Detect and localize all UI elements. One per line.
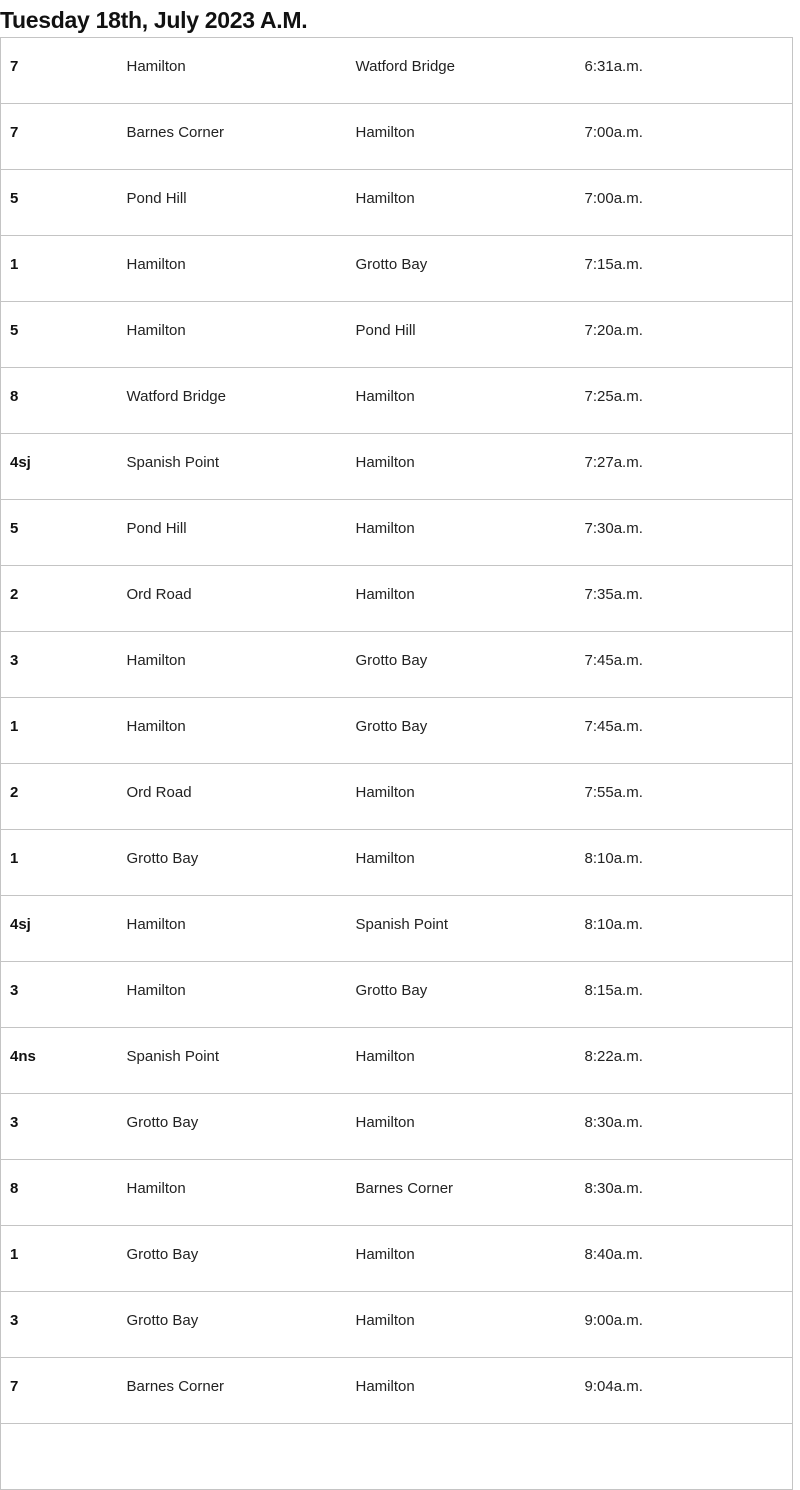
table-row: [1, 698, 793, 764]
route-number: 4sj: [1, 896, 118, 962]
route-number: 7: [1, 104, 118, 170]
departure-time: 7:00a.m.: [576, 104, 793, 170]
destination-stop: [347, 1424, 576, 1490]
table-row: [1, 104, 793, 170]
destination-stop: Hamilton: [347, 1226, 576, 1292]
origin-stop: Hamilton: [118, 302, 347, 368]
page-title: Tuesday 18th, July 2023 A.M.: [0, 7, 308, 33]
departure-time: 8:22a.m.: [576, 1028, 793, 1094]
origin-stop: Ord Road: [118, 764, 347, 830]
origin-stop: Hamilton: [118, 1160, 347, 1226]
table-row: [1, 896, 793, 962]
route-number: 8: [1, 1160, 118, 1226]
origin-stop: Ord Road: [118, 566, 347, 632]
route-number: 1: [1, 1226, 118, 1292]
departure-time: 7:00a.m.: [576, 170, 793, 236]
route-number: 5: [1, 170, 118, 236]
departure-time: 7:25a.m.: [576, 368, 793, 434]
destination-stop: Grotto Bay: [347, 698, 576, 764]
departure-time: 9:00a.m.: [576, 1292, 793, 1358]
departure-time: 7:20a.m.: [576, 302, 793, 368]
destination-stop: Hamilton: [347, 1028, 576, 1094]
destination-stop: Hamilton: [347, 1292, 576, 1358]
destination-stop: Hamilton: [347, 368, 576, 434]
table-row: [1, 1226, 793, 1292]
destination-stop: Pond Hill: [347, 302, 576, 368]
origin-stop: Grotto Bay: [118, 830, 347, 896]
origin-stop: Hamilton: [118, 962, 347, 1028]
departure-time: 9:04a.m.: [576, 1358, 793, 1424]
destination-stop: Hamilton: [347, 1358, 576, 1424]
destination-stop: Hamilton: [347, 104, 576, 170]
table-row: [1, 632, 793, 698]
departure-time: 7:30a.m.: [576, 500, 793, 566]
table-row: [1, 500, 793, 566]
origin-stop: Hamilton: [118, 38, 347, 104]
departure-time: 8:30a.m.: [576, 1094, 793, 1160]
route-number: 2: [1, 566, 118, 632]
origin-stop: Grotto Bay: [118, 1094, 347, 1160]
origin-stop: Pond Hill: [118, 170, 347, 236]
route-number: 2: [1, 764, 118, 830]
destination-stop: Grotto Bay: [347, 962, 576, 1028]
route-number: 5: [1, 500, 118, 566]
table-row: [1, 1358, 793, 1424]
destination-stop: Barnes Corner: [347, 1160, 576, 1226]
origin-stop: Hamilton: [118, 896, 347, 962]
route-number: 7: [1, 38, 118, 104]
destination-stop: Hamilton: [347, 1094, 576, 1160]
departure-time: 6:31a.m.: [576, 38, 793, 104]
departure-time: 8:10a.m.: [576, 830, 793, 896]
table-row: [1, 236, 793, 302]
table-row: [1, 566, 793, 632]
origin-stop: Hamilton: [118, 698, 347, 764]
table-row: [1, 962, 793, 1028]
departure-time: 7:15a.m.: [576, 236, 793, 302]
table-row: [1, 170, 793, 236]
destination-stop: Hamilton: [347, 764, 576, 830]
origin-stop: Barnes Corner: [118, 1358, 347, 1424]
route-number: 3: [1, 962, 118, 1028]
bus-schedule-table: [0, 37, 793, 1490]
destination-stop: Grotto Bay: [347, 632, 576, 698]
origin-stop: Watford Bridge: [118, 368, 347, 434]
route-number: 8: [1, 368, 118, 434]
route-number: 1: [1, 236, 118, 302]
route-number: 1: [1, 830, 118, 896]
table-row: [1, 830, 793, 896]
table-row: [1, 1424, 793, 1490]
destination-stop: Hamilton: [347, 500, 576, 566]
departure-time: 8:40a.m.: [576, 1226, 793, 1292]
departure-time: 7:55a.m.: [576, 764, 793, 830]
table-row: [1, 764, 793, 830]
departure-time: 8:10a.m.: [576, 896, 793, 962]
table-row: [1, 302, 793, 368]
table-row: [1, 1160, 793, 1226]
table-row: [1, 38, 793, 104]
departure-time: 7:45a.m.: [576, 632, 793, 698]
route-number: [1, 1424, 118, 1490]
origin-stop: Hamilton: [118, 236, 347, 302]
origin-stop: [118, 1424, 347, 1490]
origin-stop: Pond Hill: [118, 500, 347, 566]
origin-stop: Barnes Corner: [118, 104, 347, 170]
destination-stop: Hamilton: [347, 434, 576, 500]
departure-time: 7:45a.m.: [576, 698, 793, 764]
route-number: 4sj: [1, 434, 118, 500]
destination-stop: Spanish Point: [347, 896, 576, 962]
origin-stop: Hamilton: [118, 632, 347, 698]
destination-stop: Hamilton: [347, 830, 576, 896]
route-number: 7: [1, 1358, 118, 1424]
route-number: 4ns: [1, 1028, 118, 1094]
destination-stop: Watford Bridge: [347, 38, 576, 104]
departure-time: 7:27a.m.: [576, 434, 793, 500]
route-number: 1: [1, 698, 118, 764]
table-row: [1, 368, 793, 434]
route-number: 3: [1, 632, 118, 698]
route-number: 5: [1, 302, 118, 368]
destination-stop: Hamilton: [347, 170, 576, 236]
departure-time: 7:35a.m.: [576, 566, 793, 632]
route-number: 3: [1, 1094, 118, 1160]
origin-stop: Spanish Point: [118, 434, 347, 500]
table-row: [1, 1028, 793, 1094]
schedule-body: [1, 38, 793, 1490]
table-row: [1, 1094, 793, 1160]
origin-stop: Grotto Bay: [118, 1226, 347, 1292]
table-row: [1, 1292, 793, 1358]
departure-time: 8:30a.m.: [576, 1160, 793, 1226]
departure-time: [576, 1424, 793, 1490]
table-row: [1, 434, 793, 500]
destination-stop: Hamilton: [347, 566, 576, 632]
origin-stop: Grotto Bay: [118, 1292, 347, 1358]
destination-stop: Grotto Bay: [347, 236, 576, 302]
origin-stop: Spanish Point: [118, 1028, 347, 1094]
route-number: 3: [1, 1292, 118, 1358]
departure-time: 8:15a.m.: [576, 962, 793, 1028]
